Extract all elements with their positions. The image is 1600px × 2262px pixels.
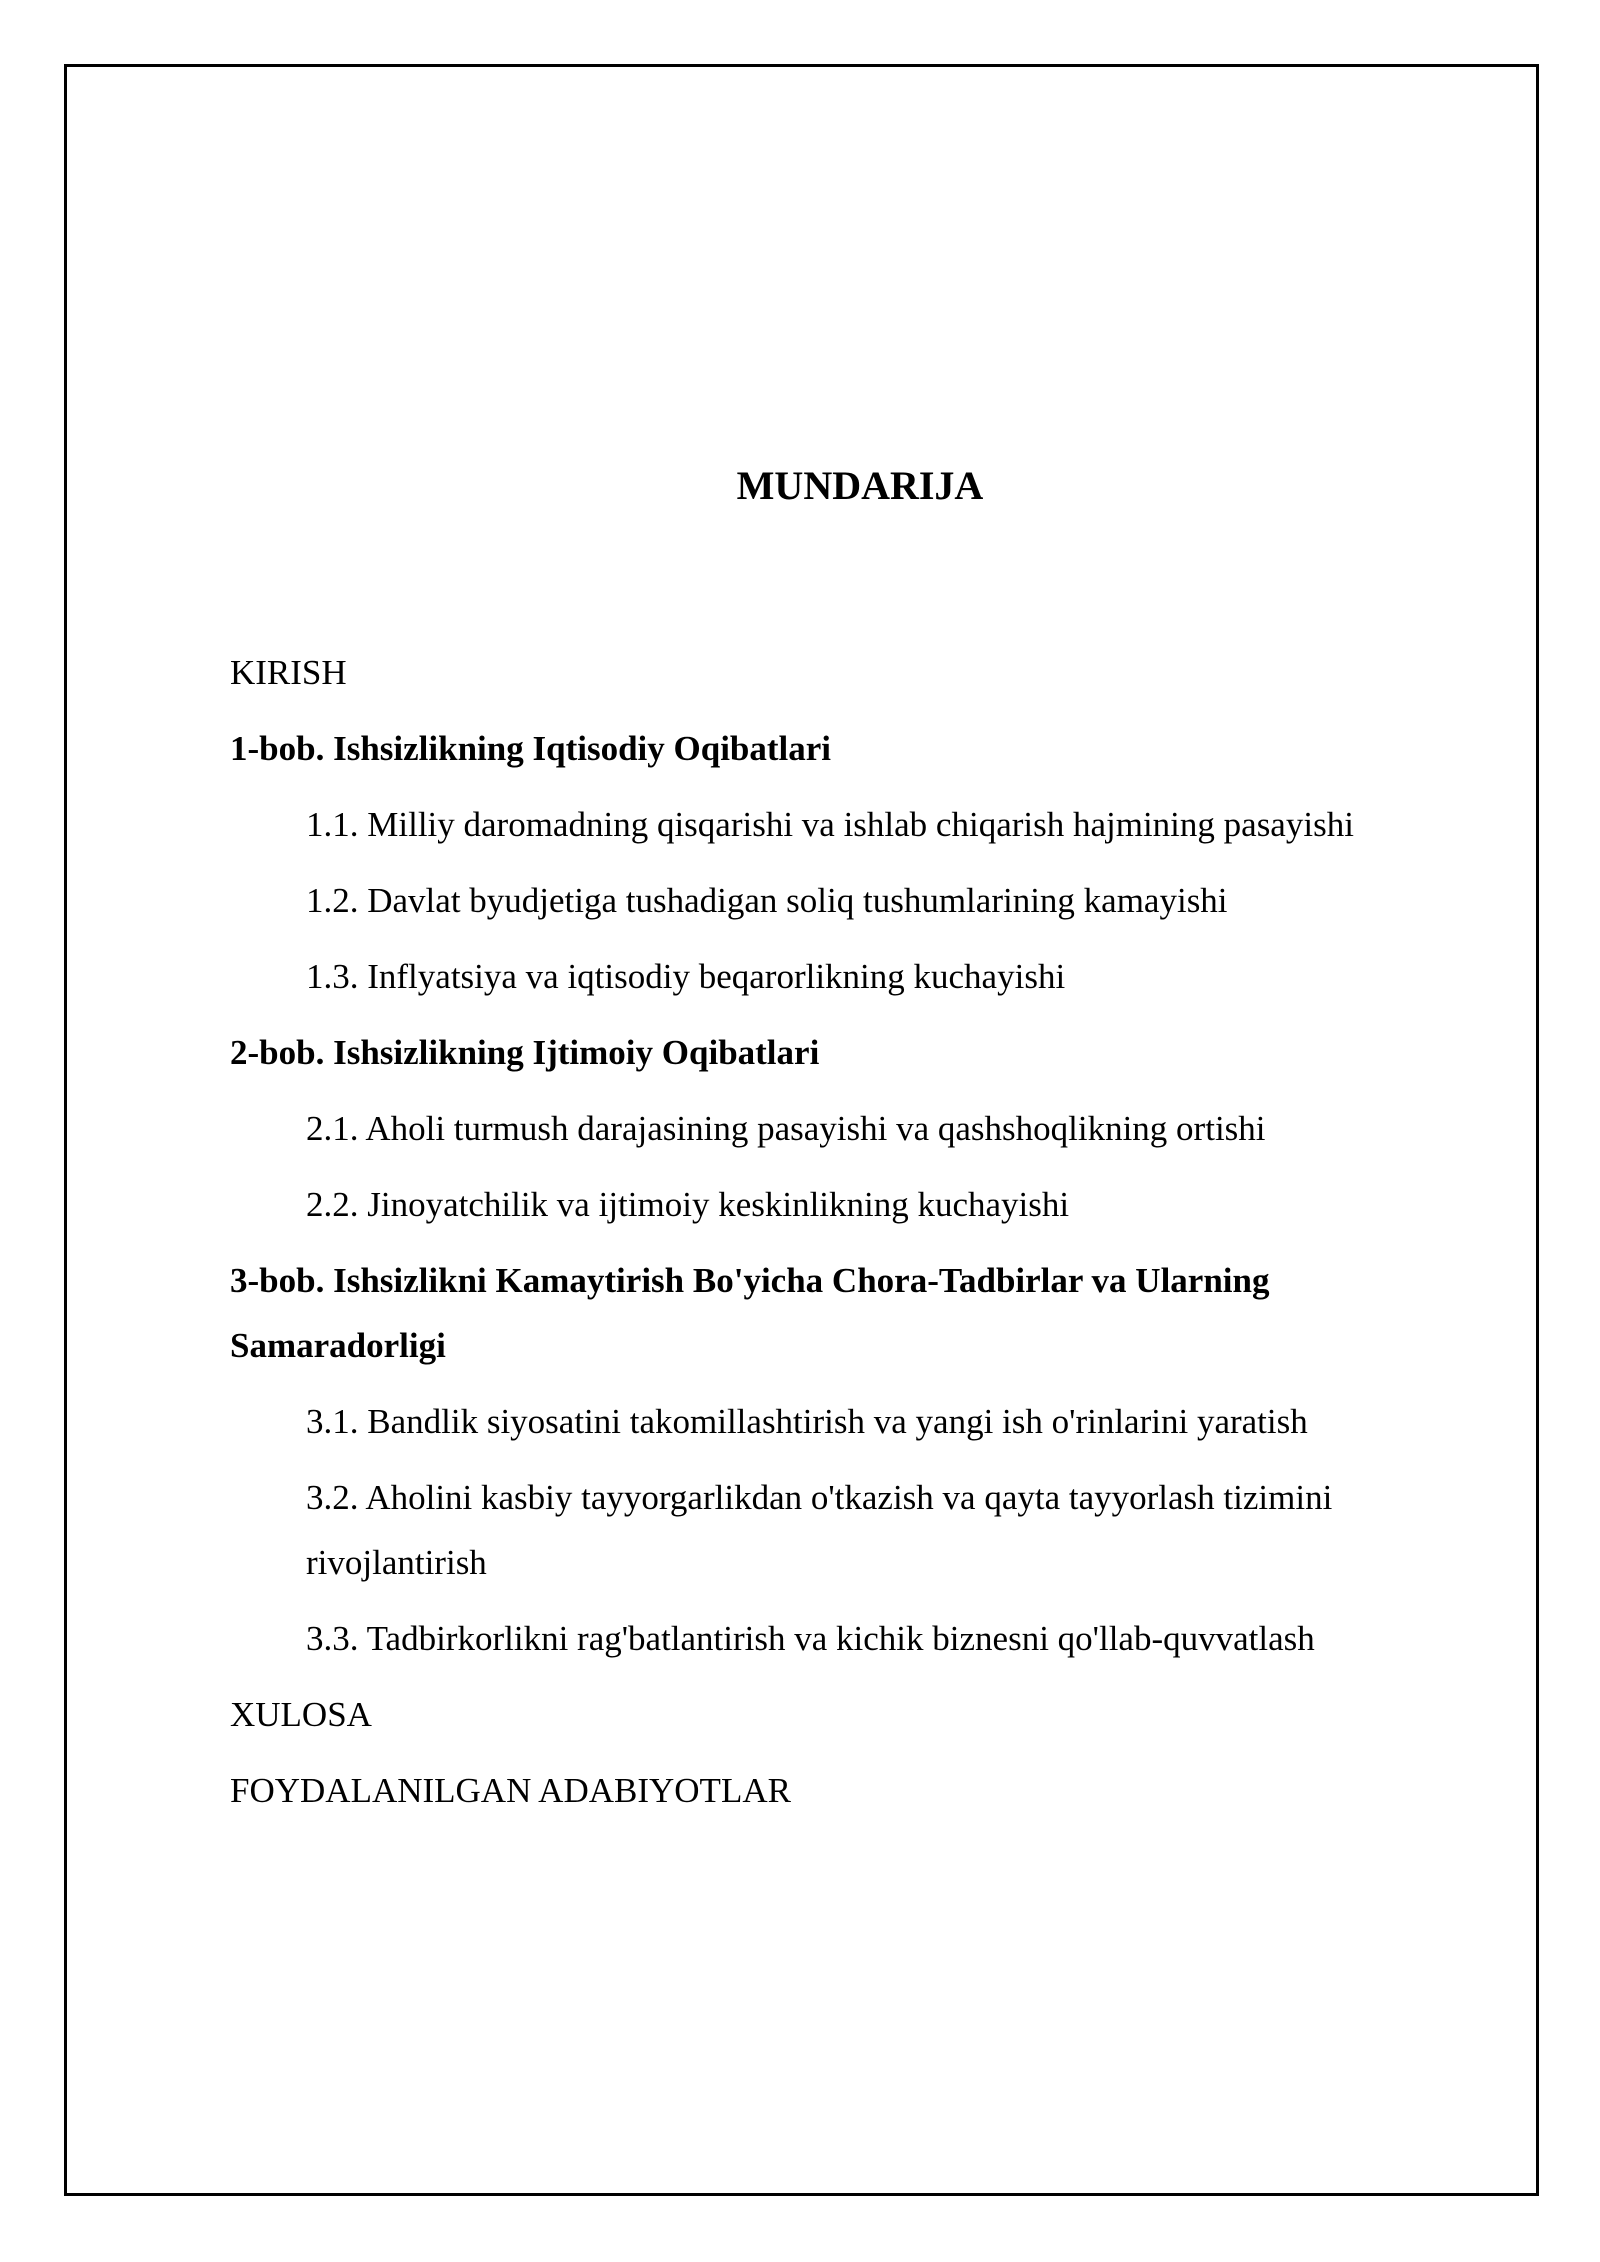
table-of-contents	[230, 640, 1460, 1834]
toc-section-1-3: 1.3. Inflyatsiya va iqtisodiy beqarorlikning kuchayishi	[306, 957, 1066, 996]
toc-section-1-1: 1.1. Milliy daromadning qisqarishi va ishlab chiqarish hajmining pasayishi	[306, 805, 1354, 844]
toc-section-1-2: 1.2. Davlat byudjetiga tushadigan soliq tushumlarining kamayishi	[306, 881, 1228, 920]
toc-section-3-3: 3.3. Tadbirkorlikni rag'batlantirish va kichik biznesni qo'llab-quvvatlash	[306, 1619, 1315, 1658]
toc-intro: KIRISH	[230, 653, 347, 692]
toc-chapter-3: 3-bob. Ishsizlikni Kamaytirish Bo'yicha Chora-Tadbirlar va Ularning Samaradorligi	[230, 1261, 1270, 1365]
toc-section-3-1: 3.1. Bandlik siyosatini takomillashtirish va yangi ish o'rinlarini yaratish	[306, 1402, 1308, 1441]
toc-conclusion: XULOSA	[230, 1695, 372, 1734]
toc-chapter-2: 2-bob. Ishsizlikning Ijtimoiy Oqibatlari	[230, 1033, 820, 1072]
page-title: MUNDARIJA	[736, 463, 984, 508]
toc-references: FOYDALANILGAN ADABIYOTLAR	[230, 1771, 791, 1810]
toc-chapter-1: 1-bob. Ishsizlikning Iqtisodiy Oqibatlari	[230, 729, 832, 768]
toc-section-3-2: 3.2. Aholini kasbiy tayyorgarlikdan o'tkazish va qayta tayyorlash tizimini rivojlantirish	[306, 1478, 1333, 1582]
toc-section-2-2: 2.2. Jinoyatchilik va ijtimoiy keskinlikning kuchayishi	[306, 1185, 1070, 1224]
toc-section-2-1: 2.1. Aholi turmush darajasining pasayishi va qashshoqlikning ortishi	[306, 1109, 1266, 1148]
